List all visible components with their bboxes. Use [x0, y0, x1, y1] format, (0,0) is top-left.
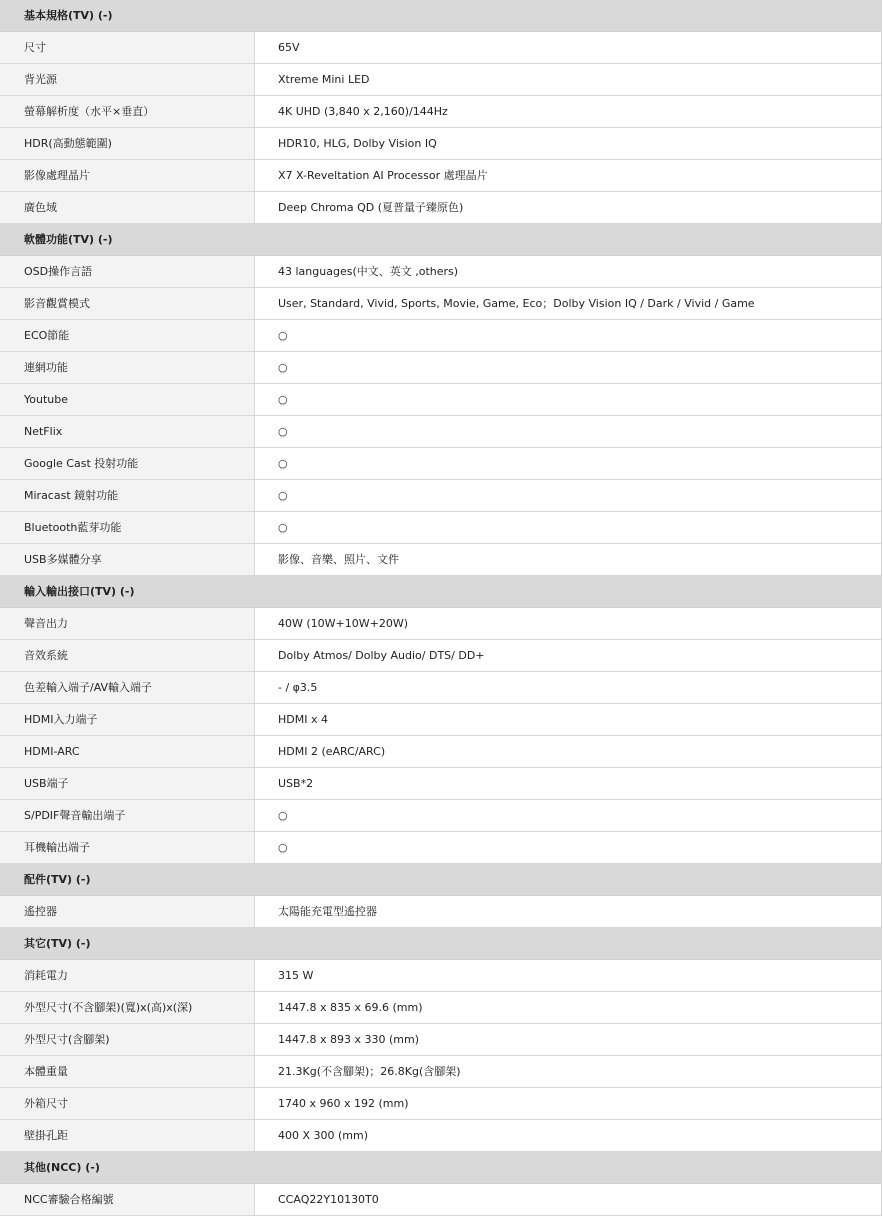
spec-label: ECO節能: [0, 320, 255, 351]
spec-row: [0, 992, 881, 1024]
spec-value: ○: [255, 512, 881, 543]
spec-value: 65V: [255, 32, 881, 63]
spec-row: [0, 768, 881, 800]
spec-label: Bluetooth藍芽功能: [0, 512, 255, 543]
spec-row: [0, 608, 881, 640]
spec-value: HDMI 2 (eARC/ARC): [255, 736, 881, 767]
spec-label: 外型尺寸(不含腳架)(寬)x(高)x(深): [0, 992, 255, 1023]
spec-row: [0, 512, 881, 544]
spec-value: - / φ3.5: [255, 672, 881, 703]
spec-row: [0, 640, 881, 672]
spec-label: Google Cast 投射功能: [0, 448, 255, 479]
spec-label: 消耗電力: [0, 960, 255, 991]
spec-label: HDR(高動態範圍): [0, 128, 255, 159]
spec-value: ○: [255, 448, 881, 479]
spec-label: 聲音出力: [0, 608, 255, 639]
spec-value: HDR10, HLG, Dolby Vision IQ: [255, 128, 881, 159]
spec-value: 21.3Kg(不含腳架)；26.8Kg(含腳架): [255, 1056, 881, 1087]
spec-label: 遙控器: [0, 896, 255, 927]
spec-label: Miracast 鏡射功能: [0, 480, 255, 511]
spec-value: 太陽能充電型遙控器: [255, 896, 881, 927]
spec-value: CCAQ22Y10130T0: [255, 1184, 881, 1215]
spec-row: [0, 384, 881, 416]
spec-value: 影像、音樂、照片、文件: [255, 544, 881, 575]
spec-value: ○: [255, 320, 881, 351]
spec-value: ○: [255, 480, 881, 511]
spec-label: OSD操作言語: [0, 256, 255, 287]
spec-label: 壁掛孔距: [0, 1120, 255, 1151]
spec-value: Xtreme Mini LED: [255, 64, 881, 95]
spec-label: 外箱尺寸: [0, 1088, 255, 1119]
spec-row: [0, 544, 881, 576]
spec-label: USB端子: [0, 768, 255, 799]
spec-row: [0, 448, 881, 480]
spec-label: Youtube: [0, 384, 255, 415]
spec-label: S/PDIF聲音輸出端子: [0, 800, 255, 831]
spec-value: USB*2: [255, 768, 881, 799]
spec-row: [0, 128, 881, 160]
spec-label: HDMI-ARC: [0, 736, 255, 767]
spec-row: [0, 672, 881, 704]
spec-label: 背光源: [0, 64, 255, 95]
spec-value: 1447.8 x 835 x 69.6 (mm): [255, 992, 881, 1023]
spec-row: [0, 96, 881, 128]
spec-value: 40W (10W+10W+20W): [255, 608, 881, 639]
spec-value: Deep Chroma QD (夏普量子臻原色): [255, 192, 881, 223]
spec-label: USB多媒體分享: [0, 544, 255, 575]
spec-row: [0, 704, 881, 736]
spec-label: 色差輸入端子/AV輸入端子: [0, 672, 255, 703]
section-title: 輸入輸出接口(TV) (-): [24, 585, 135, 598]
spec-label: 連網功能: [0, 352, 255, 383]
section-title: 其他(NCC) (-): [24, 1161, 100, 1174]
spec-row: [0, 896, 881, 928]
spec-row: [0, 416, 881, 448]
spec-label: NCC審驗合格編號: [0, 1184, 255, 1215]
spec-row: [0, 960, 881, 992]
spec-label: 本體重量: [0, 1056, 255, 1087]
spec-value: 43 languages(中文、英文 ,others): [255, 256, 881, 287]
spec-row: [0, 160, 881, 192]
spec-row: [0, 192, 881, 224]
section-header: [0, 224, 881, 256]
spec-label: 尺寸: [0, 32, 255, 63]
spec-label: 音效系統: [0, 640, 255, 671]
spec-value: User, Standard, Vivid, Sports, Movie, Game, Eco；Dolby Vision IQ / Dark / Vivid / Game: [255, 288, 881, 319]
spec-label: 外型尺寸(含腳架): [0, 1024, 255, 1055]
spec-row: [0, 32, 881, 64]
spec-value: ○: [255, 800, 881, 831]
spec-row: [0, 352, 881, 384]
spec-row: [0, 736, 881, 768]
spec-value: 400 X 300 (mm): [255, 1120, 881, 1151]
spec-row: [0, 1184, 881, 1216]
spec-row: [0, 64, 881, 96]
spec-label: 耳機輸出端子: [0, 832, 255, 863]
section-title: 軟體功能(TV) (-): [24, 233, 113, 246]
spec-row: [0, 480, 881, 512]
section-header: [0, 1152, 881, 1184]
spec-row: [0, 800, 881, 832]
spec-value: ○: [255, 352, 881, 383]
spec-label: NetFlix: [0, 416, 255, 447]
spec-value: 1447.8 x 893 x 330 (mm): [255, 1024, 881, 1055]
section-title: 其它(TV) (-): [24, 937, 91, 950]
spec-label: 影像處理晶片: [0, 160, 255, 191]
spec-value: ○: [255, 832, 881, 863]
spec-value: HDMI x 4: [255, 704, 881, 735]
spec-value: Dolby Atmos/ Dolby Audio/ DTS/ DD+: [255, 640, 881, 671]
spec-label: 廣色域: [0, 192, 255, 223]
spec-row: [0, 1120, 881, 1152]
spec-value: 1740 x 960 x 192 (mm): [255, 1088, 881, 1119]
spec-row: [0, 1088, 881, 1120]
spec-value: ○: [255, 384, 881, 415]
section-header: [0, 0, 881, 32]
section-header: [0, 928, 881, 960]
spec-value: 315 W: [255, 960, 881, 991]
spec-row: [0, 832, 881, 864]
spec-value: X7 X-Reveltation AI Processor 處理晶片: [255, 160, 881, 191]
spec-value: 4K UHD (3,840 x 2,160)/144Hz: [255, 96, 881, 127]
spec-row: [0, 256, 881, 288]
spec-label: 螢幕解析度（水平×垂直）: [0, 96, 255, 127]
spec-value: ○: [255, 416, 881, 447]
spec-row: [0, 1024, 881, 1056]
spec-row: [0, 1056, 881, 1088]
spec-label: HDMI入力端子: [0, 704, 255, 735]
spec-label: 影音觀賞模式: [0, 288, 255, 319]
section-header: [0, 864, 881, 896]
spec-row: [0, 288, 881, 320]
spec-row: [0, 320, 881, 352]
section-title: 基本規格(TV) (-): [24, 9, 113, 22]
section-header: [0, 576, 881, 608]
section-title: 配件(TV) (-): [24, 873, 91, 886]
